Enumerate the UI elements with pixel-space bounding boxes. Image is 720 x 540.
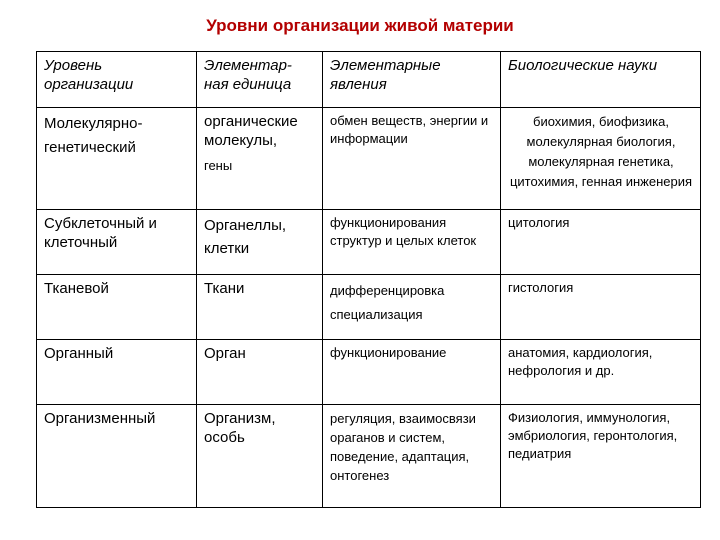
cell-phenomena: функционирования структур и целых клеток — [323, 210, 501, 275]
cell-phenomena: дифференцировка специализация — [323, 275, 501, 340]
cell-level: Молекулярно-генетический — [37, 108, 197, 210]
cell-sciences: цитология — [501, 210, 701, 275]
cell-unit-sub: гены — [204, 158, 233, 173]
header-sciences: Биологические науки — [501, 52, 701, 108]
table-header-row — [37, 52, 701, 108]
cell-phenomena: обмен веществ, энергии и информации — [323, 108, 501, 210]
cell-level: Субклеточный и клеточный — [37, 210, 197, 275]
header-unit: Элементар-ная единица — [197, 52, 323, 108]
cell-sciences: Физиология, иммунология, эмбриология, геронтология, педиатрия — [501, 405, 701, 508]
cell-phenomena: регуляция, взаимосвязи ораганов и систем, поведение, адаптация, онтогенез — [323, 405, 501, 508]
cell-sciences: гистология — [501, 275, 701, 340]
cell-unit — [197, 108, 323, 210]
table-row — [37, 405, 701, 508]
header-phenomena: Элементарные явления — [323, 52, 501, 108]
cell-unit: Орган — [197, 340, 323, 405]
cell-unit: Организм, особь — [197, 405, 323, 508]
header-level: Уровень организации — [37, 52, 197, 108]
table-row — [37, 210, 701, 275]
cell-unit-text: органические молекулы, — [204, 113, 298, 149]
cell-unit: Ткани — [197, 275, 323, 340]
cell-level: Органный — [37, 340, 197, 405]
table-row — [37, 340, 701, 405]
cell-sciences: анатомия, кардиология, нефрология и др. — [501, 340, 701, 405]
cell-phenomena: функционирование — [323, 340, 501, 405]
cell-sciences: биохимия, биофизика, молекулярная биология, молекулярная генетика, цитохимия, генная инженерия — [501, 108, 701, 210]
cell-level: Организменный — [37, 405, 197, 508]
table-row — [37, 275, 701, 340]
cell-level: Тканевой — [37, 275, 197, 340]
levels-table — [36, 51, 701, 508]
table-row — [37, 108, 701, 210]
page-title: Уровни организации живой материи — [206, 16, 514, 35]
cell-unit: Органеллы, клетки — [197, 210, 323, 275]
